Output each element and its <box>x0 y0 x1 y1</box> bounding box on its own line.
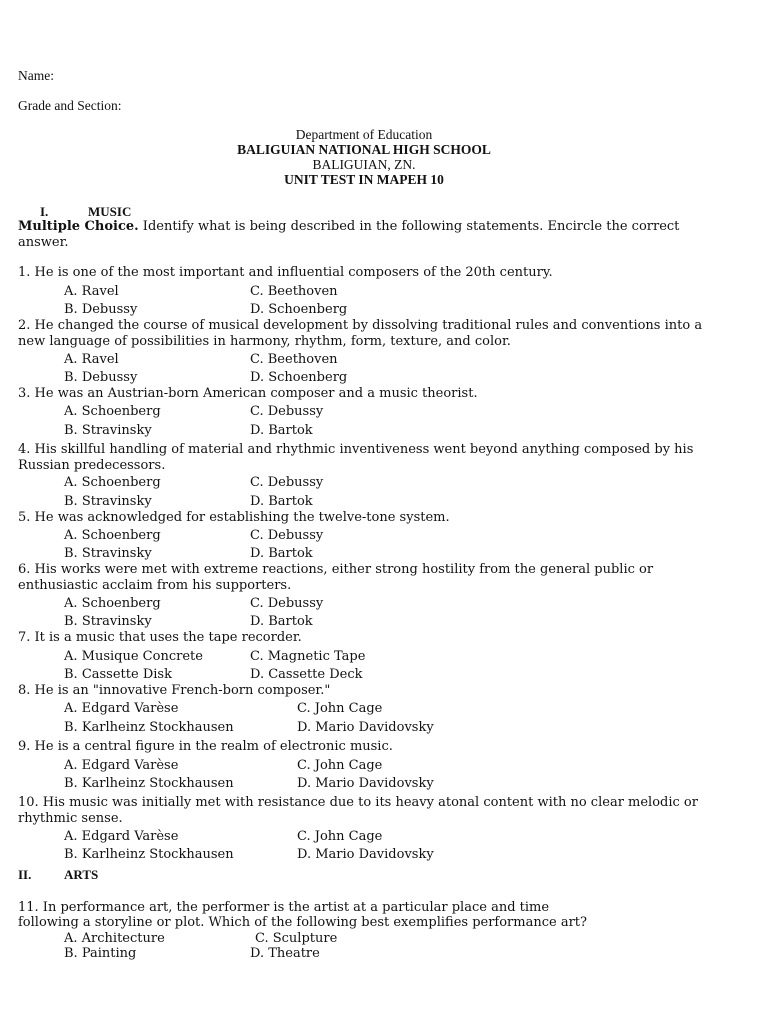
school-location: BALIGUIAN, ZN. <box>312 157 416 172</box>
q5-option-b[interactable]: B. Stravinsky <box>64 546 152 561</box>
q1-option-c[interactable]: C. Beethoven <box>250 284 338 299</box>
test-title: UNIT TEST IN MAPEH 10 <box>284 172 444 187</box>
q8-option-a[interactable]: A. Edgard Varèse <box>64 701 179 716</box>
name-field-label: Name: <box>18 68 54 83</box>
question-3: 3. He was an Austrian-born American composer and a music theorist. <box>18 386 478 401</box>
question-6: 6. His works were met with extreme reactions, either strong hostility from the general public or enthusiastic acclaim from his supporters. <box>18 562 654 593</box>
q10-option-b[interactable]: B. Karlheinz Stockhausen <box>64 847 234 862</box>
q9-option-b[interactable]: B. Karlheinz Stockhausen <box>64 776 234 791</box>
question-11-line-2: following a storyline or plot. Which of the following best exemplifies performance art? <box>18 915 587 930</box>
q10-option-d[interactable]: D. Mario Davidovsky <box>297 847 434 862</box>
q10-option-a[interactable]: A. Edgard Varèse <box>64 829 179 844</box>
q8-option-b[interactable]: B. Karlheinz Stockhausen <box>64 720 234 735</box>
q8-option-c[interactable]: C. John Cage <box>297 701 383 716</box>
q6-option-d[interactable]: D. Bartok <box>250 614 313 629</box>
q3-option-c[interactable]: C. Debussy <box>250 404 324 419</box>
section-arts-number: II. <box>18 867 32 882</box>
q10-option-c[interactable]: C. John Cage <box>297 829 383 844</box>
q9-option-a[interactable]: A. Edgard Varèse <box>64 758 179 773</box>
q1-option-b[interactable]: B. Debussy <box>64 302 138 317</box>
document-header <box>0 127 728 187</box>
instructions-text: Identify what is being described in the following statements. Encircle the correct answer. <box>18 219 680 250</box>
question-8: 8. He is an "innovative French-born composer." <box>18 683 331 698</box>
department-label: Department of Education <box>295 127 433 142</box>
q2-option-a[interactable]: A. Ravel <box>64 352 119 367</box>
q7-option-b[interactable]: B. Cassette Disk <box>64 667 172 682</box>
instructions <box>18 219 718 250</box>
q11-option-b[interactable]: B. Painting <box>64 946 137 961</box>
q1-option-a[interactable]: A. Ravel <box>64 284 119 299</box>
q5-option-a[interactable]: A. Schoenberg <box>64 528 161 543</box>
q7-option-c[interactable]: C. Magnetic Tape <box>250 649 366 664</box>
q7-option-d[interactable]: D. Cassette Deck <box>250 667 363 682</box>
q7-option-a[interactable]: A. Musique Concrete <box>64 649 203 664</box>
question-1: 1. He is one of the most important and influential composers of the 20th century. <box>18 265 553 280</box>
question-2: 2. He changed the course of musical development by dissolving traditional rules and conventions into a new language of possibilities in harmony, rhythm, form, texture, and color. <box>18 318 703 349</box>
school-name: BALIGUIAN NATIONAL HIGH SCHOOL <box>237 142 491 157</box>
q4-option-c[interactable]: C. Debussy <box>250 475 324 490</box>
q6-option-c[interactable]: C. Debussy <box>250 596 324 611</box>
question-11-line-1: 11. In performance art, the performer is the artist at a particular place and time <box>18 900 550 915</box>
section-music-number: I. <box>40 204 49 219</box>
q6-option-b[interactable]: B. Stravinsky <box>64 614 152 629</box>
q5-option-c[interactable]: C. Debussy <box>250 528 324 543</box>
q3-option-d[interactable]: D. Bartok <box>250 423 313 438</box>
instructions-label: Multiple Choice. <box>18 219 139 234</box>
q5-option-d[interactable]: D. Bartok <box>250 546 313 561</box>
q2-option-b[interactable]: B. Debussy <box>64 370 138 385</box>
q3-option-b[interactable]: B. Stravinsky <box>64 423 152 438</box>
q1-option-d[interactable]: D. Schoenberg <box>250 302 348 317</box>
q11-option-a[interactable]: A. Architecture <box>64 931 165 946</box>
q9-option-d[interactable]: D. Mario Davidovsky <box>297 776 434 791</box>
q4-option-a[interactable]: A. Schoenberg <box>64 475 161 490</box>
q2-option-c[interactable]: C. Beethoven <box>250 352 338 367</box>
section-music-title: MUSIC <box>88 204 132 219</box>
question-9: 9. He is a central figure in the realm of electronic music. <box>18 739 393 754</box>
q3-option-a[interactable]: A. Schoenberg <box>64 404 161 419</box>
q8-option-d[interactable]: D. Mario Davidovsky <box>297 720 434 735</box>
question-10: 10. His music was initially met with resistance due to its heavy atonal content with no clear melodic or rhythmic sense. <box>18 795 698 826</box>
q11-option-c[interactable]: C. Sculpture <box>255 931 338 946</box>
question-5: 5. He was acknowledged for establishing the twelve-tone system. <box>18 510 450 525</box>
q11-option-d[interactable]: D. Theatre <box>250 946 320 961</box>
q9-option-c[interactable]: C. John Cage <box>297 758 383 773</box>
question-7: 7. It is a music that uses the tape recorder. <box>18 630 302 645</box>
question-4: 4. His skillful handling of material and rhythmic inventiveness went beyond anything composed by his Russian predecessors. <box>18 442 694 473</box>
q2-option-d[interactable]: D. Schoenberg <box>250 370 348 385</box>
grade-section-field-label: Grade and Section: <box>18 98 122 113</box>
q6-option-a[interactable]: A. Schoenberg <box>64 596 161 611</box>
q4-option-b[interactable]: B. Stravinsky <box>64 494 152 509</box>
section-arts-title: ARTS <box>64 867 99 882</box>
q4-option-d[interactable]: D. Bartok <box>250 494 313 509</box>
